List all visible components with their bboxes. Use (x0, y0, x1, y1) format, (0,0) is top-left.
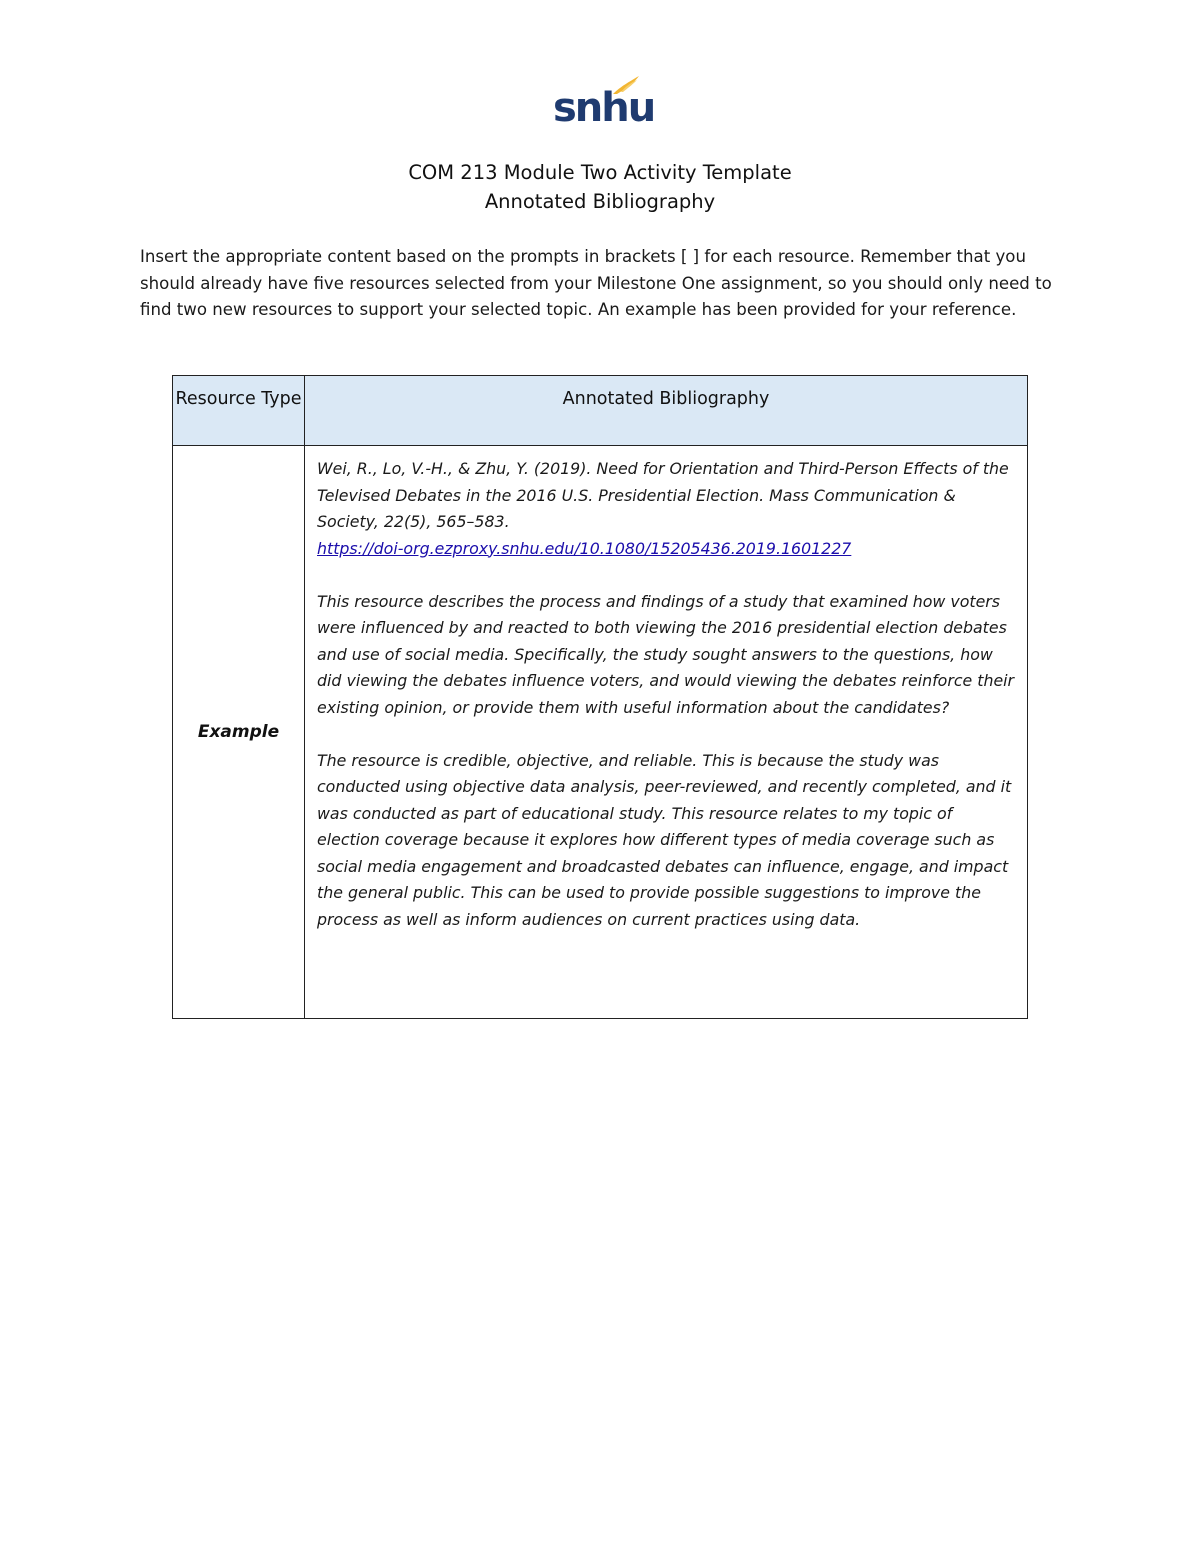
logo-text: snhu (553, 85, 655, 131)
header-annotated-bibliography: Annotated Bibliography (305, 376, 1028, 446)
table-header-row (173, 376, 1028, 446)
header-resource-type: Resource Type (173, 376, 305, 446)
table-row (173, 446, 1028, 1019)
page-title (0, 158, 1200, 216)
annotation-cell (305, 446, 1028, 1019)
bibliography-table (172, 375, 1028, 1019)
citation-text: Wei, R., Lo, V.-H., & Zhu, Y. (2019). Need for Orientation and Third-Person Effects of the Televised Debates in the 2016 U.S. Presidential Election. Mass Communication & Society, 22(5), 565–583. (317, 459, 1009, 531)
evaluation-paragraph: The resource is credible, objective, and reliable. This is because the study was conducted using objective data analysis, peer-reviewed, and recently completed, and it was conducted as part of educational study. This resource relates to my topic of election coverage because it explores how different types of media coverage such as social media engagement and broadcasted debates can influence, engage, and impact the general public. This can be used to provide possible suggestions to improve the process as well as inform audiences on current practices using data. (317, 750, 1012, 929)
doi-link[interactable]: https://doi-org.ezproxy.snhu.edu/10.1080/15205436.2019.1601227 (317, 538, 852, 558)
snhu-logo (553, 74, 655, 132)
resource-type-cell: Example (173, 446, 305, 1019)
citation-paragraph (317, 456, 1015, 562)
title-line-2: Annotated Bibliography (484, 190, 716, 213)
summary-paragraph: This resource describes the process and findings of a study that examined how voters were influenced by and reacted to both viewing the 2016 presidential election debates and use of social media. Specifically, the study sought answers to the questions, how did viewing the debates influence voters, and would viewing the debates reinforce their existing opinion, or provide them with useful information about the candidates? (317, 591, 1015, 717)
instructions-paragraph: Insert the appropriate content based on the prompts in brackets [ ] for each resource. Remember that you should already have five resources selected from your Milestone One assignment, so you should only need to find two new resources to support your selected topic. An example has been provided for your reference. (140, 247, 1052, 319)
title-line-1: COM 213 Module Two Activity Template (408, 161, 792, 184)
